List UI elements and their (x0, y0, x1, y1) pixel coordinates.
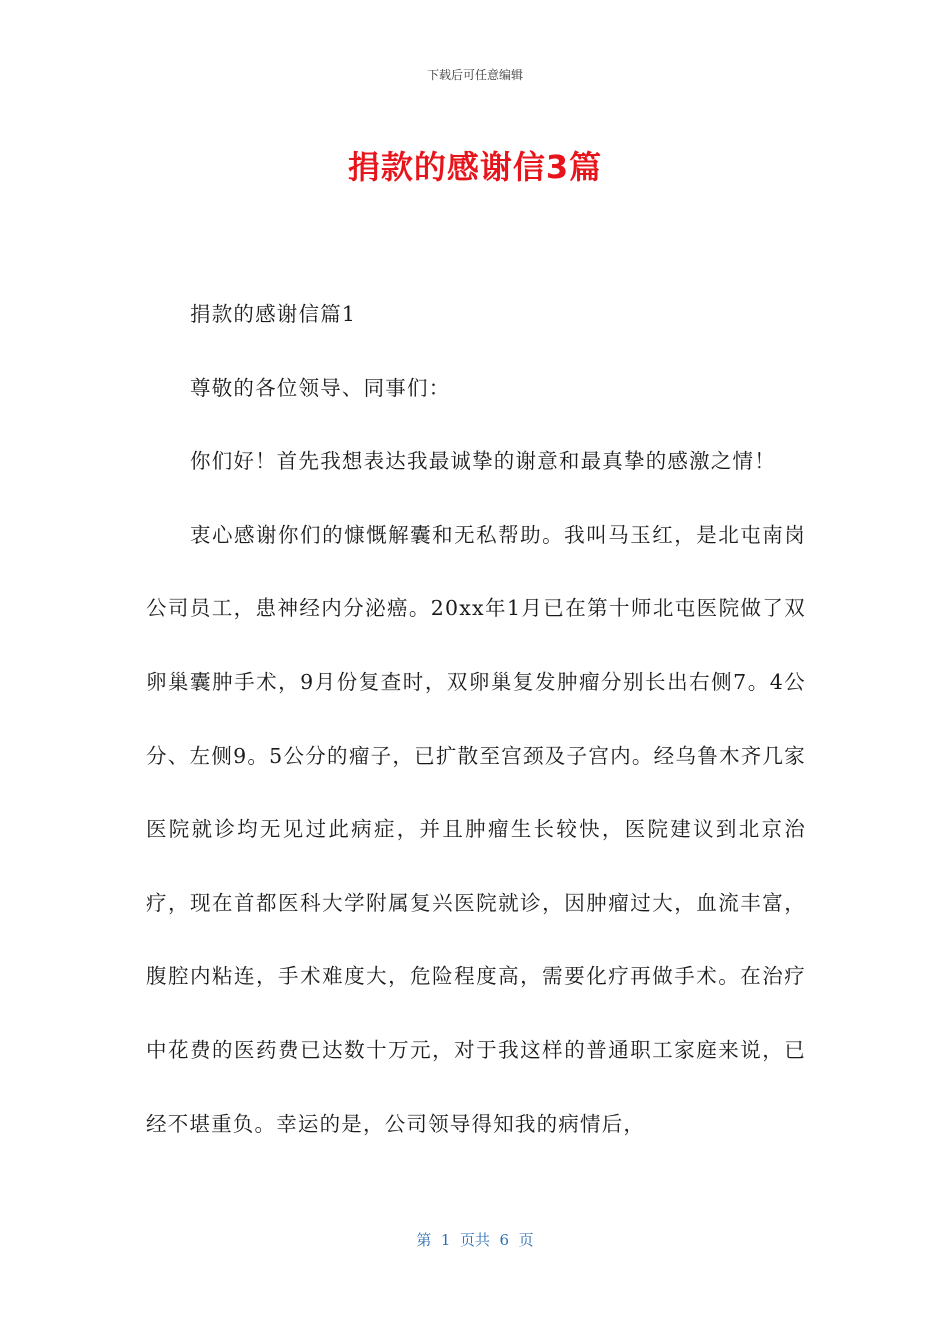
paragraph-greeting: 你们好！首先我想表达我最诚挚的谢意和最真挚的感激之情！ (190, 449, 776, 474)
header-note: 下载后可任意编辑 (426, 68, 523, 82)
document-body (146, 278, 806, 1161)
salutation: 尊敬的各位领导、同事们： (190, 375, 451, 400)
paragraph-body: 衷心感谢你们的慷慨解囊和无私帮助。我叫马玉红，是北屯南岗公司员工，患神经内分泌癌。20xx年1月已在第十师北屯医院做了双卵巢囊肿手术，9月份复查时，双卵巢复发肿瘤分别长出右侧7。4公分、左侧9。5公分的瘤子，已扩散至宫颈及子宫内。经乌鲁木齐几家医院就诊均无见过此病症，并且肿瘤生长较快，医院建议到北京治疗，现在首都医科大学附属复兴医院就诊，因肿瘤过大，血流丰富，腹腔内粘连，手术难度大，危险程度高，需要化疗再做手术。在治疗中花费的医药费已达数十万元，对于我这样的普通职工家庭来说，已经不堪重负。幸运的是，公司领导得知我的病情后， (146, 522, 806, 1136)
section-heading: 捐款的感谢信篇1 (190, 302, 357, 326)
document-title: 捐款的感谢信3篇 (347, 148, 603, 186)
page-number-footer: 第 1 页共 6 页 (416, 1231, 534, 1249)
